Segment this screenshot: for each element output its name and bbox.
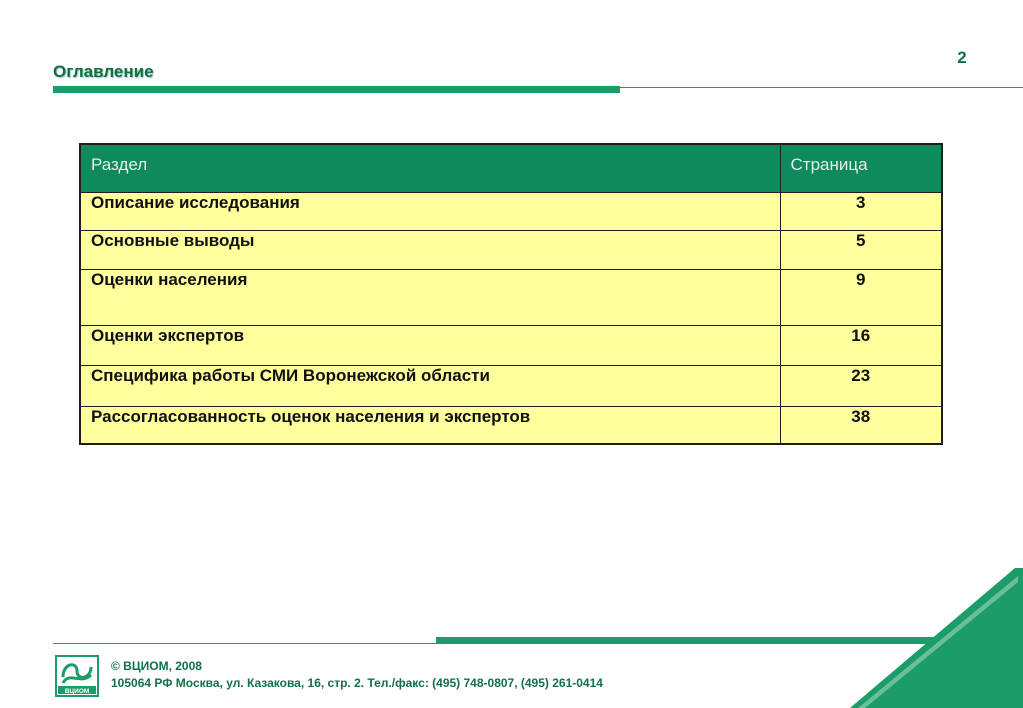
table-row[interactable] — [80, 192, 942, 230]
table-row[interactable] — [80, 325, 942, 365]
section-cell: Оценки экспертов — [80, 325, 780, 365]
contents-table — [79, 143, 943, 445]
corner-triangle-decoration — [850, 568, 1023, 708]
table-header-row — [80, 144, 942, 192]
section-cell: Описание исследования — [80, 192, 780, 230]
vciom-logo-icon — [55, 655, 99, 697]
table-row[interactable] — [80, 230, 942, 269]
page-cell: 9 — [780, 269, 942, 325]
section-cell: Основные выводы — [80, 230, 780, 269]
column-header-page: Страница — [780, 144, 942, 192]
title-underline-thin — [620, 87, 1023, 88]
section-cell: Рассогласованность оценок населения и экспертов — [80, 406, 780, 444]
footer-rule-thin — [53, 643, 436, 644]
page-cell: 23 — [780, 365, 942, 406]
page-cell: 16 — [780, 325, 942, 365]
section-cell: Оценки населения — [80, 269, 780, 325]
footer-copyright: © ВЦИОМ, 2008 — [111, 659, 202, 673]
page-title: Оглавление — [53, 62, 154, 81]
logo-text: ВЦИОМ — [64, 688, 90, 695]
page-cell: 38 — [780, 406, 942, 444]
column-header-section: Раздел — [80, 144, 780, 192]
page-cell: 5 — [780, 230, 942, 269]
title-underline-thick — [53, 86, 620, 93]
section-cell: Специфика работы СМИ Воронежской области — [80, 365, 780, 406]
page-cell: 3 — [780, 192, 942, 230]
page-number: 2 — [957, 48, 967, 67]
table-row[interactable] — [80, 365, 942, 406]
footer-address: 105064 РФ Москва, ул. Казакова, 16, стр. 2. Тел./факс: (495) 748-0807, (495) 261-0414 — [111, 676, 603, 690]
table-row[interactable] — [80, 269, 942, 325]
table-row[interactable] — [80, 406, 942, 444]
